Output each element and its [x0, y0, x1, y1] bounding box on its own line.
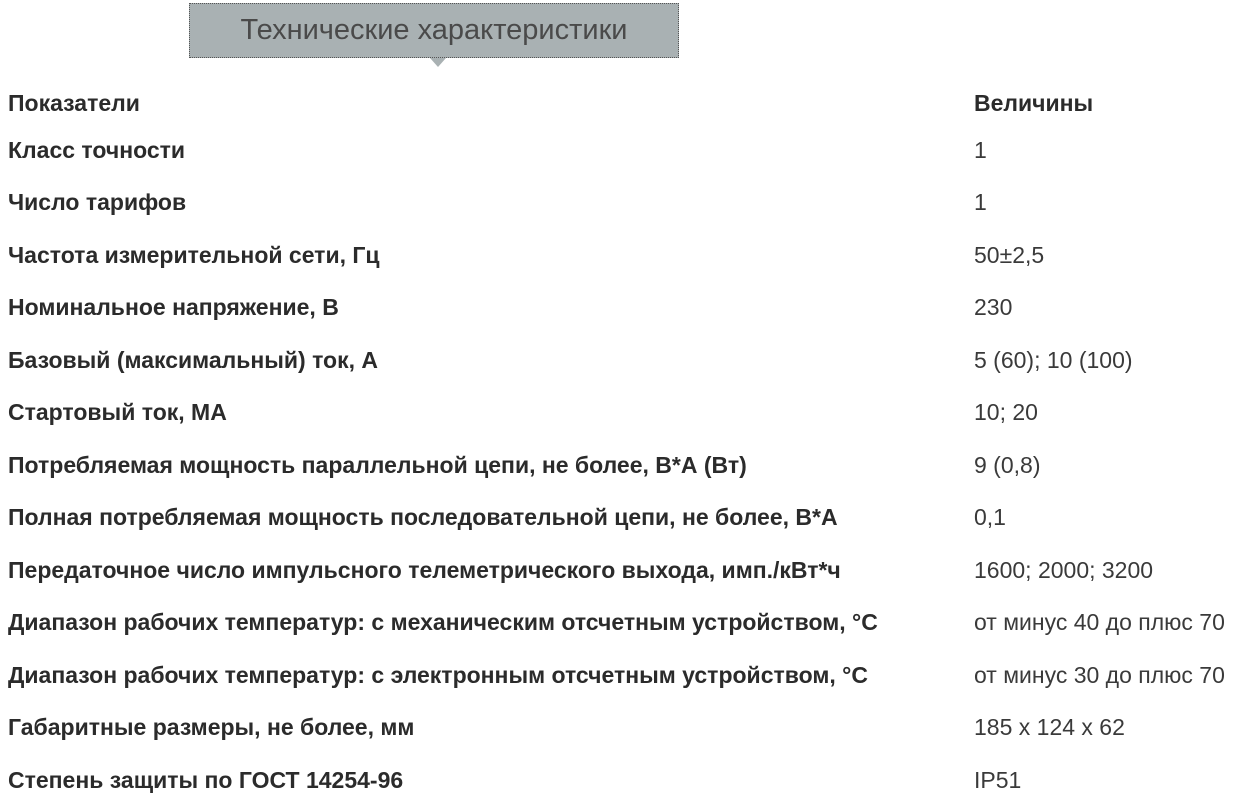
- parameter-name: Класс точности: [8, 136, 186, 163]
- table-row: [8, 597, 1248, 650]
- parameter-value: от минус 40 до плюс 70: [974, 609, 1225, 636]
- table-row: [8, 229, 1248, 282]
- parameter-name: Передаточное число импульсного телеметрического выхода, имп./кВт*ч: [8, 556, 841, 583]
- table-row: [8, 754, 1248, 807]
- table-row: [8, 334, 1248, 387]
- table-row: [8, 439, 1248, 492]
- parameter-name: Число тарифов: [8, 189, 187, 216]
- column-header-values: Величины: [974, 89, 1094, 116]
- parameter-value: 0,1: [974, 504, 1006, 531]
- section-tab[interactable]: [189, 3, 679, 58]
- tab-pointer-icon: [430, 58, 446, 67]
- table-header-row: [8, 82, 1248, 124]
- parameter-value: IP51: [974, 766, 1022, 793]
- parameter-value: 10; 20: [974, 399, 1038, 426]
- parameter-name: Потребляемая мощность параллельной цепи, не более, В*А (Вт): [8, 451, 747, 478]
- parameter-value: от минус 30 до плюс 70: [974, 661, 1225, 688]
- parameter-name: Частота измерительной сети, Гц: [8, 241, 380, 268]
- parameter-value: 1: [974, 189, 987, 216]
- table-row: [8, 387, 1248, 440]
- parameter-value: 9 (0,8): [974, 451, 1041, 478]
- table-row: [8, 544, 1248, 597]
- parameter-value: 50±2,5: [974, 241, 1045, 268]
- parameter-name: Диапазон рабочих температур: с механическим отсчетным устройством, °С: [8, 609, 878, 636]
- parameter-name: Полная потребляемая мощность последовательной цепи, не более, В*А: [8, 504, 838, 531]
- parameter-name: Степень защиты по ГОСТ 14254-96: [8, 766, 404, 793]
- parameter-value: 185 х 124 х 62: [974, 714, 1125, 741]
- parameter-name: Базовый (максимальный) ток, А: [8, 346, 379, 373]
- table-row: [8, 282, 1248, 335]
- parameter-name: Номинальное напряжение, В: [8, 294, 339, 321]
- table-row: [8, 702, 1248, 755]
- table-row: [8, 492, 1248, 545]
- specifications-table: [8, 82, 1248, 807]
- table-row: [8, 177, 1248, 230]
- parameter-name: Стартовый ток, МА: [8, 399, 227, 426]
- parameter-value: 1: [974, 136, 987, 163]
- column-header-parameters: Показатели: [8, 89, 140, 116]
- table-row: [8, 649, 1248, 702]
- parameter-value: 5 (60); 10 (100): [974, 346, 1133, 373]
- section-tab-box[interactable]: [189, 3, 679, 58]
- table-row: [8, 124, 1248, 177]
- section-tab-title: Технические характеристики: [240, 14, 628, 46]
- parameter-value: 1600; 2000; 3200: [974, 556, 1154, 583]
- parameter-value: 230: [974, 294, 1013, 321]
- parameter-name: Диапазон рабочих температур: с электронным отсчетным устройством, °С: [8, 661, 868, 688]
- parameter-name: Габаритные размеры, не более, мм: [8, 714, 415, 741]
